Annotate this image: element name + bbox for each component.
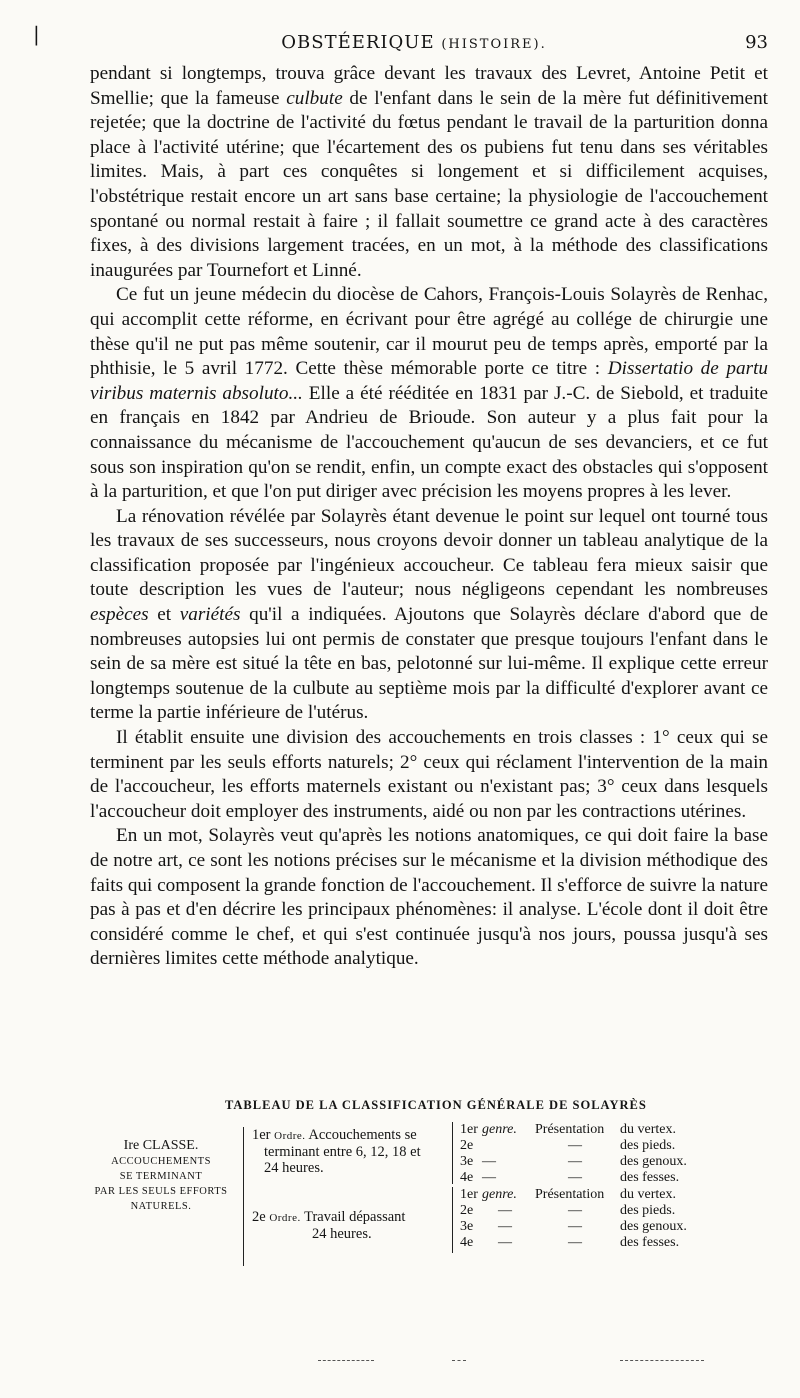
paragraph-5: En un mot, Solayrès veut qu'après les notions anatomiques, ce qui doit faire la base de notre art, ce sont les notions précises sur le mécanisme et la division méthodique des faits qui composent la grande fonction de l'accouchement. Il s'efforce de suivre la nature pas à pas et d'en décrire les principaux phénomènes: il analyse. L'école dont il doit être considéré comme le chef, et qui s'est continuée jusqu'à nos jours, poussa jusqu'à ses dernières limites cette méthode analytique. (90, 825, 768, 970)
classe-column (80, 1138, 242, 1214)
genre-word: — (498, 1203, 512, 1218)
genre-part: des fesses. (620, 1170, 680, 1185)
ordre-1-text-2: terminant entre 6, 12, 18 et (264, 1144, 421, 1160)
ordre-2-text-2: 24 heures. (312, 1226, 372, 1242)
bleed-mark (452, 1360, 466, 1362)
genre-num: 3e (460, 1154, 474, 1169)
genre-row (460, 1122, 700, 1138)
genre-row (460, 1235, 700, 1251)
classe-desc-2: SE TERMINANT (119, 1170, 203, 1182)
genre-row (460, 1219, 700, 1235)
genre-pres: — (568, 1219, 582, 1234)
genre-row (460, 1138, 700, 1154)
genre-part: du vertex. (620, 1187, 676, 1202)
genre-pres: — (568, 1154, 582, 1169)
ordre-2 (252, 1209, 452, 1242)
classe-desc-4: NATURELS. (130, 1200, 192, 1212)
paragraph-4: Il établit ensuite une division des accouchements en trois classes : 1° ceux qui se terminent par les seuls efforts naturels; 2° ceux qui réclament l'intervention de la main de l'accoucheur, les efforts maternels existant ou n'existant pas; 3° ceux dans lesquels l'accoucheur doit employer des instruments, aidé ou non par les contractions utérines. (90, 727, 768, 822)
genre-row (460, 1170, 700, 1186)
genre-part: du vertex. (620, 1122, 676, 1137)
genre-word: — (482, 1170, 496, 1185)
genre-num: 2e (460, 1138, 474, 1153)
genre-word: — (498, 1219, 512, 1234)
genre-part: des pieds. (620, 1138, 676, 1153)
classe-brace (243, 1127, 244, 1266)
genre-pres: — (568, 1138, 582, 1153)
genre-pres: — (568, 1170, 582, 1185)
genre-pres: Présentation (535, 1187, 605, 1202)
ordre-2-line-1 (252, 1209, 452, 1226)
page-number: 93 (745, 32, 768, 53)
genre-row (460, 1154, 700, 1170)
genre-num: 4e (460, 1235, 474, 1250)
genre-num: 1er (460, 1122, 478, 1137)
table-title: TABLEAU DE LA CLASSIFICATION GÉNÉRALE DE SOLAYRÈS (225, 1098, 647, 1112)
ordre-1-text-3: 24 heures. (264, 1160, 324, 1176)
ordre-2-text-1: Travail dépassant (304, 1209, 406, 1225)
classe-label: Ire CLASSE. (123, 1138, 199, 1153)
bleed-mark (318, 1360, 374, 1362)
genre-row (460, 1187, 700, 1203)
ordre-1 (252, 1127, 452, 1176)
running-title-sub: (HISTOIRE). (441, 37, 547, 52)
genre-part: des fesses. (620, 1235, 680, 1250)
genre-word: — (482, 1154, 496, 1169)
margin-mark: | (33, 22, 40, 46)
ordre-2-num: 2e (252, 1209, 266, 1225)
classe-desc-1: ACCOUCHEMENTS (111, 1155, 211, 1167)
paragraph-1: pendant si longtemps, trouva grâce devant les travaux des Levret, Antoine Petit et Smellie; que la fameuse culbute de l'enfant dans le sein de la mère fut définitivement rejetée; que la doctrine de l'activité du fœtus pendant le travail de la parturition donna place à l'activité utérine; que l'écartement des os pubiens fut tenu dans ses véritables limites. Mais, à part ces conquêtes si longement et si difficilement acquises, l'obstétrique restait encore un art sans base certaine; la physiologie de l'accouchement spontané ou normal restait à faire ; il fallait soumettre ce grand acte à des caractères fixes, à des divisions largement tracées, en un mot, à la méthode des classifications inaugurées par Tournefort et Linné. (90, 63, 768, 281)
ordre-1-num: 1er (252, 1127, 271, 1143)
genre-part: des genoux. (620, 1154, 687, 1169)
genre-part: des genoux. (620, 1219, 687, 1234)
genre-word: genre. (482, 1187, 517, 1202)
paragraph-2: Ce fut un jeune médecin du diocèse de Cahors, François-Louis Solayrès de Renhac, qui accomplit cette réforme, en écrivant pour être agrégé au collége de chirurgie une thèse qu'il ne put pas même soutenir, car il mourut peu de temps après, emporté par la phthisie, le 5 avril 1772. Cette thèse mémorable porte ce titre : Dissertatio de partu viribus maternis absoluto... Elle a été rééditée en 1831 par J.-C. de Siebold, et traduite en français en 1842 par Andrieu de Brioude. Son auteur y a plus fait pour la connaissance du mécanisme de l'accouchement qu'aucun de ses devanciers, et ce fut sous son inspiration qu'on se rendit, enfin, un compte exact des obstacles qui s'opposent à la parturition, et que l'on put diriger avec précision les moyens propres à les lever. (90, 284, 768, 503)
genre-num: 4e (460, 1170, 474, 1185)
classe-desc-3: PAR LES SEULS EFFORTS (94, 1185, 228, 1197)
genre-num: 3e (460, 1219, 474, 1234)
running-header (60, 32, 768, 58)
genre-num: 2e (460, 1203, 474, 1218)
genre-row (460, 1203, 700, 1219)
ordre-2-brace (452, 1187, 453, 1253)
ordre-2-label: Ordre. (269, 1212, 301, 1224)
genre-pres: Présentation (535, 1122, 605, 1137)
bleed-mark (620, 1360, 704, 1362)
genre-pres: — (568, 1235, 582, 1250)
body-text (90, 62, 768, 972)
ordre-1-brace (452, 1122, 453, 1184)
ordre-1-text-1: Accouchements se (308, 1127, 417, 1143)
running-title-main: OBSTÉERIQUE (281, 32, 435, 53)
genre-part: des pieds. (620, 1203, 676, 1218)
ordre-1-line-1 (252, 1127, 452, 1144)
genre-word: — (498, 1235, 512, 1250)
genre-num: 1er (460, 1187, 478, 1202)
genre-word: genre. (482, 1122, 517, 1137)
genre-pres: — (568, 1203, 582, 1218)
ordre-1-label: Ordre. (274, 1130, 306, 1142)
running-title (60, 32, 768, 53)
paragraph-3: La rénovation révélée par Solayrès étant devenue le point sur lequel ont tourné tous les travaux de ses successeurs, nous croyons devoir donner un tableau analytique de la classification proposée par l'ingénieux accoucheur. Ce tableau fera mieux saisir que toute description les vues de l'auteur; nous négligeons cependant les nombreuses espèces et variétés qu'il a indiquées. Ajoutons que Solayrès déclare d'abord que de nombreuses autopsies lui ont permis de constater que presque toujours l'enfant dans le sein de sa mère est situé la tête en bas, pelotonné sur lui-même. Il explique cette erreur longtemps soutenue de la culbute au septième mois par la difficulté d'explorer avant ce terme la partie inférieure de l'utérus. (90, 505, 768, 724)
